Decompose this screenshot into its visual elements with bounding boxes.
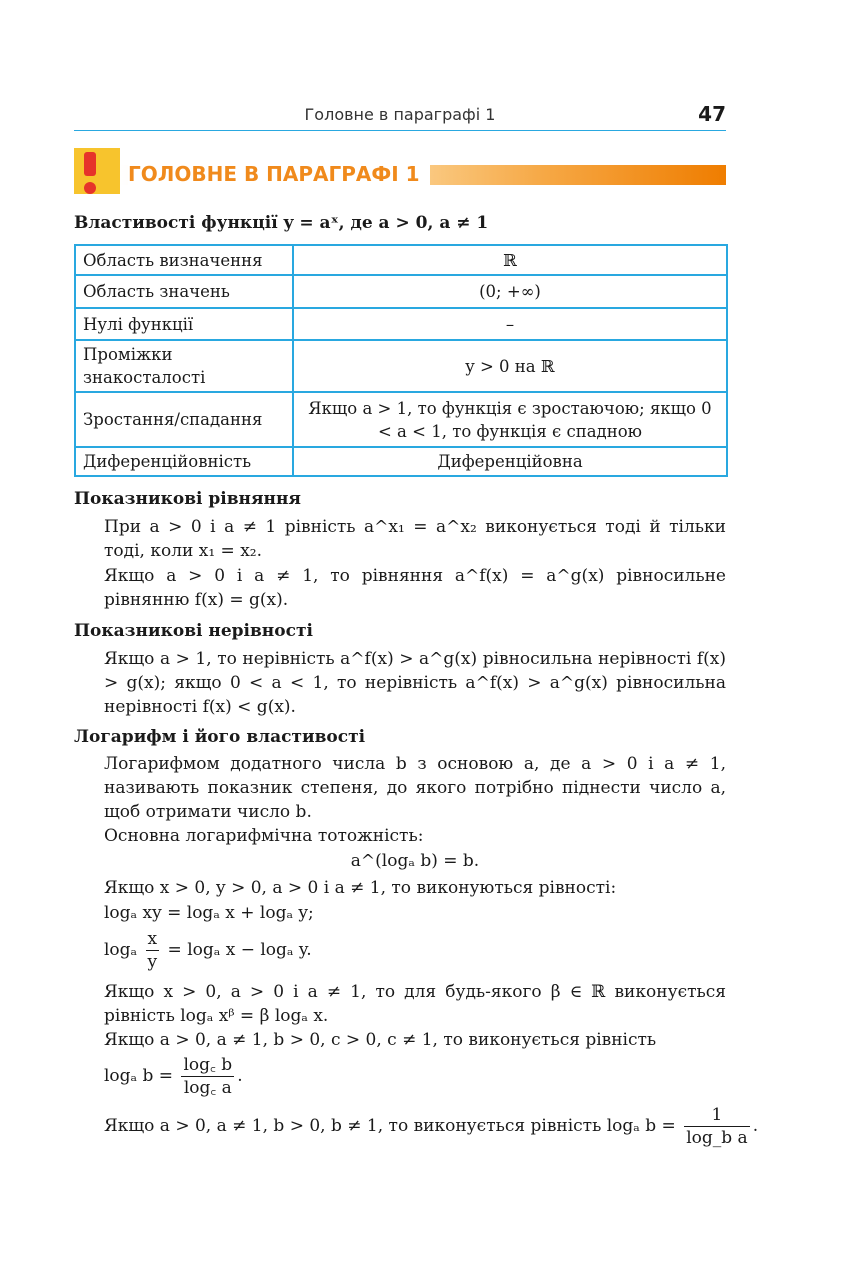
log-reciprocal-rule: [104, 1104, 758, 1149]
table-row: [75, 308, 727, 340]
value-cell: –: [293, 308, 727, 340]
log-product-rule: logₐ xy = logₐ x + logₐ y;: [104, 903, 314, 923]
value-cell: (0; +∞): [293, 275, 727, 308]
formula-end: .: [752, 1116, 759, 1136]
property-cell: Зростання/спадання: [75, 392, 293, 447]
logarithm-heading: Логарифм і його властивості: [74, 727, 366, 747]
property-cell: Проміжки знакосталості: [75, 340, 293, 392]
quotient-lhs: logₐ: [104, 940, 138, 960]
log-power-rule: Якщо x > 0, a > 0 і a ≠ 1, то для будь-якого β ∈ ℝ виконується рівність logₐ xᵝ = β logₐ x.: [104, 982, 726, 1026]
fraction-numerator: x: [146, 928, 160, 951]
properties-heading: Властивості функції y = aˣ, де a > 0, a ≠ 1: [74, 213, 489, 233]
fraction-denominator: log꜀ a: [183, 1078, 232, 1098]
running-title: Головне в параграфі 1: [304, 105, 496, 124]
section-title: ГОЛОВНЕ В ПАРАГРАФІ 1: [128, 162, 430, 186]
log-product-intro: Якщо x > 0, y > 0, a > 0 і a ≠ 1, то виконуються рівності:: [104, 878, 617, 898]
change-base-lhs: logₐ b =: [104, 1066, 174, 1086]
log-identity-formula: a^(logₐ b) = b.: [350, 851, 480, 871]
table-row: [75, 245, 727, 275]
value-cell: Якщо a > 1, то функція є зростаючою; якщо 0 < a < 1, то функція є спадною: [293, 392, 727, 447]
table-row: [75, 392, 727, 447]
fraction-denominator: y: [147, 952, 158, 972]
table-row: [75, 447, 727, 476]
fraction-numerator: log꜀ b: [183, 1055, 233, 1075]
reciprocal-fraction: [684, 1104, 749, 1149]
value-cell: ℝ: [293, 245, 727, 275]
properties-table: [74, 244, 728, 477]
table-row: [75, 340, 727, 392]
exp-equations-p2: Якщо a > 0 і a ≠ 1, то рівняння a^f(x) = a^g(x) рівносильне рівнянню f(x) = g(x).: [104, 566, 726, 610]
running-header: [74, 100, 726, 131]
exp-equations-heading: Показникові рівняння: [74, 489, 301, 509]
change-base-fraction: [181, 1054, 234, 1099]
property-cell: Диференційовність: [75, 447, 293, 476]
log-definition: Логарифмом додатного числа b з основою a, де a > 0 і a ≠ 1, називають показник степеня, до якого потрібно піднести число a, щоб отримати число b.: [104, 754, 726, 822]
fraction-denominator: log_b a: [686, 1128, 748, 1148]
property-cell: Область значень: [75, 275, 293, 308]
reciprocal-intro: Якщо a > 0, a ≠ 1, b > 0, b ≠ 1, то виконується рівність logₐ b =: [104, 1116, 676, 1136]
log-change-base-formula: [104, 1054, 243, 1099]
table-row: [75, 275, 727, 308]
property-cell: Нулі функції: [75, 308, 293, 340]
exp-inequalities-heading: Показникові нерівності: [74, 621, 313, 641]
exclamation-icon: [74, 148, 120, 194]
value-cell: Диференційовна: [293, 447, 727, 476]
fraction-numerator: 1: [684, 1104, 749, 1127]
section-banner: [74, 148, 726, 204]
log-identity-intro: Основна логарифмічна тотожність:: [104, 826, 424, 846]
page-number: 47: [698, 102, 726, 126]
value-cell: y > 0 на ℝ: [293, 340, 727, 392]
property-cell: Область визначення: [75, 245, 293, 275]
log-change-base-intro: Якщо a > 0, a ≠ 1, b > 0, c > 0, c ≠ 1, то виконується рівність: [104, 1030, 657, 1050]
formula-end: .: [237, 1066, 243, 1086]
log-quotient-rule: [104, 928, 312, 973]
quotient-fraction: [146, 928, 160, 973]
exp-equations-p1: При a > 0 і a ≠ 1 рівність a^x₁ = a^x₂ виконується тоді й тільки тоді, коли x₁ = x₂.: [104, 517, 726, 561]
quotient-rhs: = logₐ x − logₐ y.: [167, 940, 312, 960]
exp-inequalities-p1: Якщо a > 1, то нерівність a^f(x) > a^g(x) рівносильна нерівності f(x) > g(x); якщо 0 < a < 1, то нерівність a^f(x) > a^g(x) рівносильна нерівності f(x) < g(x).: [104, 649, 726, 717]
